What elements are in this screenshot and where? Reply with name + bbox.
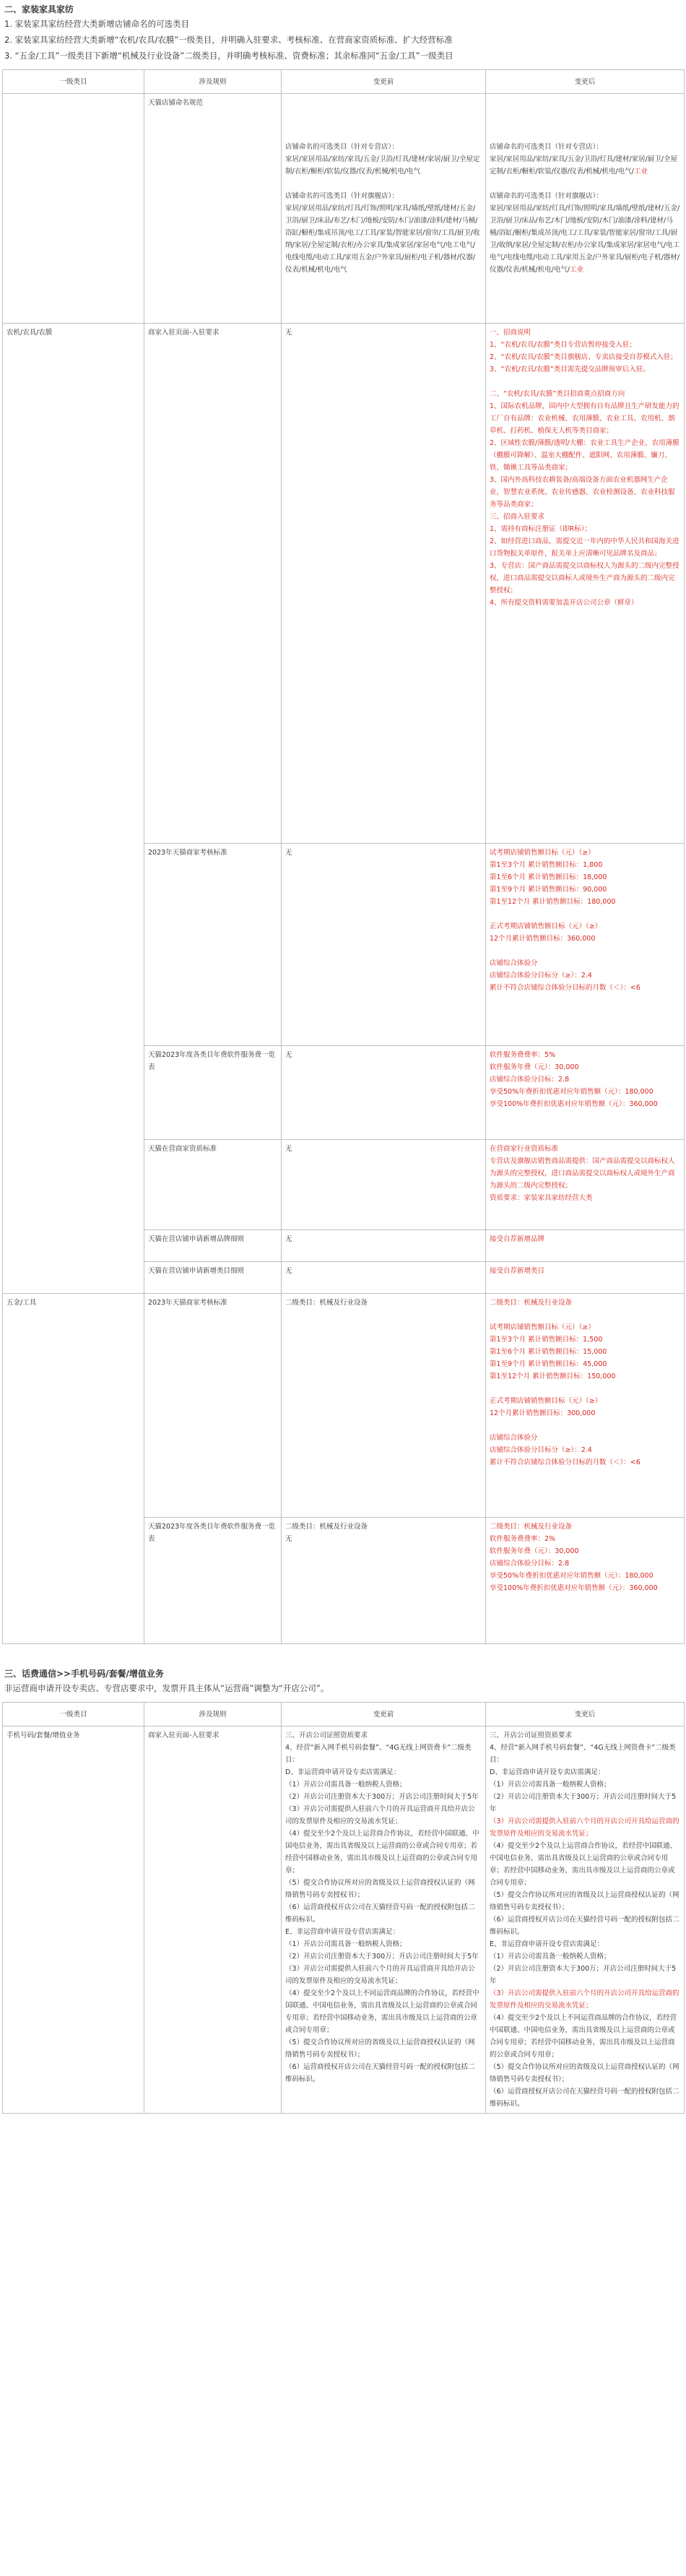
table-header-row bbox=[3, 1703, 685, 1726]
line: 店铺综合体验分目标分（≥）：2.4 bbox=[490, 1446, 592, 1454]
lines bbox=[490, 1533, 680, 1594]
line: 累计不符合店铺综合体验分目标的月数（＜）：<6 bbox=[490, 1458, 641, 1466]
header-cell: 变更后 bbox=[486, 1703, 685, 1726]
line: （5）提交合作协议所对应的省级及以上运营商授权认证的（网络销售号码专卖授权书）； bbox=[490, 2063, 680, 2083]
line: （5）提交合作协议所对应的省级及以上运营商授权认证的（网络销售号码专卖授权书）； bbox=[285, 1879, 475, 1899]
lines bbox=[285, 1729, 482, 2086]
line: 1、“农机/农具/农膜”类目专营店暂停接受入驻； bbox=[490, 341, 636, 349]
line: 三、招商入驻要求 bbox=[490, 513, 545, 521]
lines bbox=[490, 1729, 680, 2110]
lines bbox=[490, 847, 680, 994]
line: 一、招商说明 bbox=[490, 329, 531, 337]
line: 试考期店铺销售额目标（元）（≥） bbox=[490, 849, 595, 857]
table-row bbox=[3, 94, 685, 324]
line: 12个月累计销售额目标：300,000 bbox=[490, 1409, 596, 1417]
line: 第1至12个月 累计销售额目标：180,000 bbox=[490, 898, 616, 906]
before-cell: 无 bbox=[282, 844, 486, 1046]
line: 二级类目：机械及行业设备 bbox=[490, 1299, 573, 1307]
line: 试考期店铺销售额目标（元）（≥） bbox=[490, 1323, 595, 1331]
line: （4）提交至少2个及以上运营商合作协议，若经营中国联通、中国电信业务，需出具省级及以上运营商的公章或合同专用章；若经营中国移动业务，需出具市级及以上运营商的公章或合同专用章； bbox=[285, 1830, 479, 1875]
highlight: 工业 bbox=[633, 168, 648, 176]
before-cell: 二级类目：机械及行业设备 bbox=[282, 1294, 486, 1518]
line: （6）运营商授权开店公司在天猫经营号码一配的授权附包括二维码标识。 bbox=[285, 1903, 475, 1924]
rule-cell: 商家入驻页面-入驻要求 bbox=[144, 1726, 282, 2114]
rule-cell: 天猫在营店铺申请新增品牌细则 bbox=[144, 1230, 282, 1262]
section-3-table bbox=[2, 1702, 685, 2114]
line: 4、经营“新入网手机号码套餐”、“4G无线上网资费卡”二级类目： bbox=[490, 1744, 676, 1764]
line: 三、开店公司证照资质要求 bbox=[490, 1732, 573, 1739]
line: 店铺综合体验分 bbox=[490, 1434, 538, 1442]
category-cell: 农机/农具/农膜 bbox=[3, 324, 144, 1294]
category-cell: 手机号码/套餐/增值业务 bbox=[3, 1726, 144, 2114]
before-cell: 无 bbox=[282, 1230, 486, 1262]
section-3-line: 非运营商申请开设专卖店、专营店要求中，发票开具主体从“运营商”调整为“开店公司”。 bbox=[4, 1683, 329, 1693]
line: 4、经营“新入网手机号码套餐”、“4G无线上网资费卡”二级类目： bbox=[285, 1744, 472, 1764]
line: 12个月累计销售额目标：360,000 bbox=[490, 935, 596, 943]
line: （3）开店公司需提供入驻前六个月的开具运营商开具给开店公司的发票原件及相应的交易流水凭证； bbox=[285, 1805, 475, 1825]
category-cell: 五金/工具 bbox=[3, 1294, 144, 1644]
line: 资质要求：家装家具家纺经营大类 bbox=[490, 1194, 593, 1202]
rule-cell: 2023年天猫商家考核标准 bbox=[144, 844, 282, 1046]
line bbox=[490, 1383, 680, 1395]
line: 正式考期店铺销售额目标（元）（≥） bbox=[490, 1397, 602, 1405]
line: 店铺综合体验分目标分（≥）：2.4 bbox=[490, 972, 592, 980]
line: D、非运营商申请开设专卖店需满足： bbox=[285, 1768, 401, 1776]
before-cell: 无 bbox=[282, 1262, 486, 1294]
line: （2）开店公司注册资本大于300万；开店公司注册时间大于5年 bbox=[285, 1793, 479, 1801]
rule-cell: 天猫在营店铺申请新增类目细则 bbox=[144, 1262, 282, 1294]
line: 店铺命名的可选类目（针对专营店）： bbox=[285, 143, 399, 151]
line: （4）提交至少2个及以上运营商合作协议，若经营中国联通、中国电信业务，需出具省级及以上运营商的公章或合同专用章；若经营中国移动业务，需出具市级及以上运营商的公章或合同专用章； bbox=[490, 1842, 677, 1887]
header-cell: 变更前 bbox=[282, 1703, 486, 1726]
after-cell bbox=[486, 1046, 685, 1140]
line: 店铺命名的可选类目（针对旗舰店）： bbox=[285, 192, 399, 200]
line: 第1至12个月 累计销售额目标：150,000 bbox=[490, 1373, 616, 1380]
line: 2、如经营进口商品，需提交近一年内的中华人民共和国海关进口货物报关单原件，报关单上应清晰可见品牌名及商品； bbox=[490, 537, 680, 558]
line bbox=[490, 202, 680, 276]
line: （5）提交合作协议所对应的省级及以上运营商授权认证的（网络销售号码专卖授权书）； bbox=[285, 2039, 475, 2059]
section-3-title: 三、话费通信>>手机号码/套餐/增值业务 bbox=[4, 1669, 164, 1679]
lines bbox=[285, 141, 482, 276]
header-cell: 一级类目 bbox=[3, 70, 144, 94]
after-cell bbox=[486, 1294, 685, 1518]
line: 第1至3个月 累计销售额目标：1,500 bbox=[490, 1336, 603, 1344]
line: 软件服务费费率：5% bbox=[490, 1051, 556, 1059]
line: （6）运营商授权开店公司在天猫经营号码一配的授权附包括二维码标识。 bbox=[285, 2063, 475, 2083]
section-2-line-3: 3. “五金/工具”一级类目下新增“机械及行业设备”二级类目，并明确考核标准、资费标准；其余标准同“五金/工具”一级类目 bbox=[4, 51, 453, 61]
spacer bbox=[0, 1644, 686, 1664]
before-cell bbox=[282, 1726, 486, 2114]
line: 二、“农机/农具/农膜”类目招商重点招商方向 bbox=[490, 390, 625, 398]
line: 2、“农机/农具/农膜”类目旗舰店、专卖店接受自荐模式入驻； bbox=[490, 353, 677, 361]
line: 3、国内外高科技农耕装备/高端设备方面农业机器网生产企业，智慧农业系统、农业传感器、农业检测设备、农业科技服务等品类商家； bbox=[490, 476, 675, 509]
line: （4）提交至少2个及以上不同运营商品牌的合作协议，若经营中国联通、中国电信业务，需出具省级及以上运营商的公章或合同专用章；若经营中国移动业务，需出具市级及以上运营商的公章或合同专用章； bbox=[490, 2014, 677, 2059]
line: D、非运营商申请开设专卖店需满足： bbox=[490, 1768, 605, 1776]
lines bbox=[490, 1049, 680, 1110]
header-cell: 涉及规则 bbox=[144, 70, 282, 94]
line: E、非运营商申请开设专营店需满足： bbox=[490, 1940, 604, 1948]
line: 二级类目：机械及行业设备 bbox=[490, 1523, 573, 1531]
line: 4、所有提交资料需要加盖开店公司公章（鲜章） bbox=[490, 599, 638, 607]
before-cell: 无 bbox=[282, 1046, 486, 1140]
rule-cell: 天猫2023年度各类目年费软件服务费一览表 bbox=[144, 1518, 282, 1644]
header-cell: 涉及规则 bbox=[144, 1703, 282, 1726]
line: （2）开店公司注册资本大于300万；开店公司注册时间大于5年 bbox=[285, 1953, 479, 1961]
line bbox=[490, 1419, 680, 1432]
line: 2、区域性农膜/薄膜/透明/大棚：农业工具生产企业、农用薄膜（棚膜可降解）、温室大棚配件、遮阳网、农用薄膜、镰刀、铁、锄锹工具等品类商家； bbox=[490, 439, 680, 472]
line: 软件服务年费（元）：30,000 bbox=[490, 1547, 579, 1555]
section-2-line-1: 1. 家装家具家纺经营大类新增店铺命名的可选类目 bbox=[4, 19, 190, 29]
line: 专营店及旗舰店销售商品需提供：国产商品需提交以商标权人为源头的完整授权，进口商品需提交以商标权人或境外生产商为源头的二级内完整授权； bbox=[490, 1157, 675, 1190]
rule-cell: 商家入驻页面-入驻要求 bbox=[144, 324, 282, 844]
line: 店铺综合体验分 bbox=[490, 959, 538, 967]
line: 3、“农机/农具/农膜”类目需先提交品牌预审后入驻。 bbox=[490, 366, 650, 373]
after-cell bbox=[486, 94, 685, 324]
rule-cell: 天猫2023年度各类目年费软件服务费一览表 bbox=[144, 1046, 282, 1140]
section-2-title: 二、家装家具家纺 bbox=[4, 4, 74, 14]
text: 家居/家居用品/家纺/灯具/灯饰/照明/家具/墙纸/壁纸/建材/五金/卫浴/厨卫/床品/布艺/木门/地板/安防/木门/油漆/涂料/建材/马桶/浴缸/橱柜/集成吊顶/电工/工具/家装/智能家居/窗帘/工具/厨卫/收纳/家居/全屋定制/衣柜/办公家具/集成家居/家居电气/电工电气/电线电缆/电动工具/家用五金/户外家具/厨柜/电子机/器材/仪器/仪表/机械/机电/电气/ bbox=[490, 204, 680, 274]
lines bbox=[490, 327, 680, 609]
line: （1）开店公司需具备一般纳税人资格； bbox=[490, 1781, 611, 1789]
section-2-table bbox=[2, 69, 685, 1644]
header-cell: 变更前 bbox=[282, 70, 486, 94]
line: 累计不符合店铺综合体验分目标的月数（＜）：<6 bbox=[490, 984, 641, 992]
spacer bbox=[490, 1309, 680, 1321]
line: 第1至9个月 累计销售额目标：45,000 bbox=[490, 1360, 607, 1368]
after-cell bbox=[486, 324, 685, 844]
after-cell: 接受自荐新增类目 bbox=[486, 1262, 685, 1294]
rule-cell: 天猫在营商家资质标准 bbox=[144, 1140, 282, 1230]
line: 第1至6个月 累计销售额目标：15,000 bbox=[490, 1348, 607, 1356]
line: （6）运营商授权开店公司在天猫经营号码一配的授权附包括二维码标识。 bbox=[490, 1916, 680, 1936]
after-cell bbox=[486, 1140, 685, 1230]
line: 享受50%年费折扣优惠对应年销售额（元）：180,000 bbox=[490, 1572, 654, 1580]
line: 第1至3个月 累计销售额目标：1,800 bbox=[490, 861, 603, 869]
line bbox=[490, 376, 680, 388]
line: 家居/家居用品/家纺/家具/五金/卫浴/灯具/建材/家居/厨卫/全屋定制/衣柜/橱柜/软装/仪器/仪表/机械/机电/电气 bbox=[285, 155, 480, 176]
line: 第1至6个月 累计销售额目标：18,000 bbox=[490, 873, 607, 881]
line: （3）开店公司需提供入驻前六个月的开店公司开具给运营商的发票原件及相应的交易流水凭证； bbox=[490, 1818, 680, 1838]
before-cell: 无 bbox=[282, 324, 486, 844]
line bbox=[490, 153, 680, 178]
line: 店铺命名的可选类目（针对专营店）： bbox=[490, 143, 603, 151]
line: 软件服务年费（元）：30,000 bbox=[490, 1063, 579, 1071]
table-row bbox=[3, 1294, 685, 1518]
after-cell bbox=[486, 844, 685, 1046]
line bbox=[490, 178, 680, 190]
table-row bbox=[3, 1726, 685, 2114]
line: （1）开店公司需具备一般纳税人资格； bbox=[285, 1781, 407, 1789]
table-row bbox=[3, 324, 685, 844]
lines bbox=[490, 1321, 680, 1469]
line: 店铺综合体验分目标：2.8 bbox=[490, 1076, 570, 1084]
line: 正式考期店铺销售额目标（元）（≥） bbox=[490, 922, 602, 930]
line: 店铺命名的可选类目（针对旗舰店）： bbox=[490, 192, 603, 200]
before-cell: 无 bbox=[282, 1140, 486, 1230]
text: 家居/家居用品/家纺/家具/五金/卫浴/灯具/建材/家居/厨卫/全屋定制/衣柜/橱柜/软装/仪器/仪表/机械/机电/电气/ bbox=[490, 155, 678, 176]
section-2-line-2: 2. 家装家具家纺经营大类新增“农机/农具/农膜”一级类目，并明确入驻要求、考核标准、在营商家资质标准、扩大经营标准 bbox=[4, 35, 453, 45]
line: （4）提交至少2个及以上不同运营商品牌的合作协议，若经营中国联通、中国电信业务，需出具省级及以上运营商的公章或合同专用章；若经营中国移动业务，需出具市级及以上运营商的公章或合同专用章； bbox=[285, 1989, 479, 2034]
before-cell: 二级类目：机械及行业设备 无 bbox=[282, 1518, 486, 1644]
header-cell: 变更后 bbox=[486, 70, 685, 94]
line: 1、需持有商标注册证（即R标）； bbox=[490, 525, 591, 533]
category-cell bbox=[3, 94, 144, 324]
line: 3、专营店：国产商品需提交以商标权人为源头的二级内完整授权，进口商品需提交以商标人或境外生产商为源头的二级内完整授权； bbox=[490, 562, 680, 595]
line: 在营商家行业资质标准 bbox=[490, 1145, 559, 1153]
line bbox=[490, 945, 680, 957]
header-cell: 一级类目 bbox=[3, 1703, 144, 1726]
line: 第1至9个月 累计销售额目标：90,000 bbox=[490, 886, 607, 894]
line: （3）开店公司需提供入驻前六个月的开店公司开具给运营商的发票原件及相应的交易流水凭证； bbox=[490, 1989, 680, 2010]
lines bbox=[490, 1143, 680, 1204]
line: （3）开店公司需提供入驻前六个月的开具运营商开具给开店公司的发票原件及相应的交易流水凭证； bbox=[285, 1965, 475, 1985]
line: 享受100%年费折扣优惠对应年销售额（元）：360,000 bbox=[490, 1100, 658, 1108]
rule-cell: 2023年天猫商家考核标准 bbox=[144, 1294, 282, 1518]
line: （5）提交合作协议所对应的省级及以上运营商授权认证的（网络销售号码专卖授权书）； bbox=[490, 1891, 680, 1911]
line: （1）开店公司需具备一般纳税人资格； bbox=[285, 1940, 407, 1948]
rule-cell: 天猫店铺命名规范 bbox=[144, 94, 282, 324]
line: （2）开店公司注册资本大于300万；开店公司注册时间大于5年 bbox=[490, 1793, 677, 1813]
line: 享受100%年费折扣优惠对应年销售额（元）：360,000 bbox=[490, 1584, 658, 1592]
line: 软件服务费费率：2% bbox=[490, 1535, 556, 1543]
line: 1、国际农机品牌，国内中大型拥有自有品牌且生产研发能力的工厂自有品牌：农业机械、农用薄膜、农业工具、农用机、割草机、打药机、植保无人机等类目商家； bbox=[490, 402, 680, 435]
line: 店铺综合体验分目标：2.8 bbox=[490, 1560, 570, 1568]
after-cell: 接受自荐新增品牌 bbox=[486, 1230, 685, 1262]
line: （1）开店公司需具备一般纳税人资格； bbox=[490, 1953, 611, 1961]
before-cell bbox=[282, 94, 486, 324]
line: （2）开店公司注册资本大于300万；开店公司注册时间大于5年 bbox=[490, 1965, 677, 1985]
line bbox=[285, 178, 482, 190]
table-header-row bbox=[3, 70, 685, 94]
line: 三、开店公司证照资质要求 bbox=[285, 1732, 368, 1739]
line: E、非运营商申请开设专营店需满足： bbox=[285, 1928, 400, 1936]
after-cell bbox=[486, 1518, 685, 1644]
line: 家居/家居用品/家纺/灯具/灯饰/照明/家具/墙纸/壁纸/建材/五金/卫浴/厨卫/床品/布艺/木门/地板/安防/木门/油漆/涂料/建材/马桶/浴缸/橱柜/集成吊顶/电工/工具/家装/智能家居/窗帘/工具/厨卫/收纳/家居/全屋定制/衣柜/办公家具/集成家居/家居电气/电工电气/电线电缆/电动工具/家用五金/户外家具/厨柜/电子机/器材/仪器/仪表/机械/机电/电气 bbox=[285, 204, 480, 274]
line: 享受50%年费折扣优惠对应年销售额（元）：180,000 bbox=[490, 1088, 654, 1096]
after-cell bbox=[486, 1726, 685, 2114]
line bbox=[490, 908, 680, 920]
highlight: 工业 bbox=[570, 266, 584, 274]
line: （6）运营商授权开店公司在天猫经营号码一配的授权附包括二维码标识。 bbox=[490, 2088, 680, 2108]
